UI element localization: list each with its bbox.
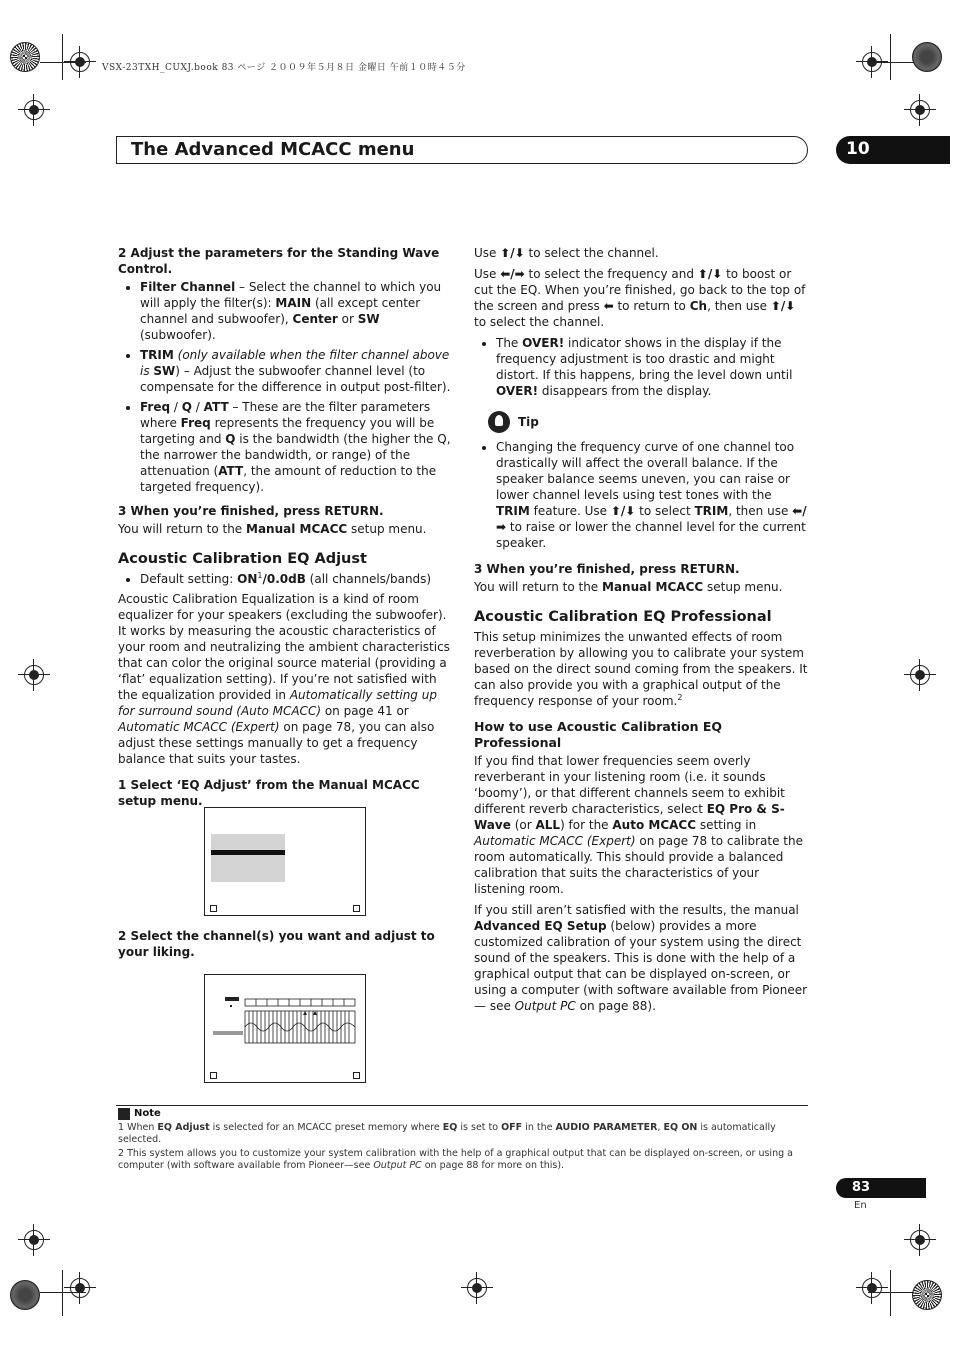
paragraph: This setup minimizes the unwanted effects of room reverberation by allowing you to calibrate your system based on the direct sound coming from the speakers. It can also provide you with a graphical output of the frequency response of your room.$^2$ — [474, 630, 808, 708]
page-number: 83 — [852, 1180, 871, 1195]
print-rosette-icon — [912, 1280, 942, 1310]
menu-list — [211, 834, 285, 882]
parameter-list — [118, 279, 452, 495]
menu-screen-illustration — [204, 807, 366, 916]
default-list — [118, 571, 452, 587]
menu-highlight — [211, 850, 285, 855]
print-rosette-icon — [10, 42, 40, 72]
note-heading: Note — [118, 1108, 808, 1120]
section-heading: Acoustic Calibration EQ Adjust — [118, 551, 367, 567]
step-heading: 1 Select ‘EQ Adjust’ from the Manual MCACC setup menu. — [118, 778, 420, 808]
tip-heading — [488, 411, 808, 433]
lightbulb-icon — [488, 411, 510, 433]
chapter-number: 10 — [846, 139, 870, 159]
registration-mark-icon — [910, 665, 930, 685]
language-label: En — [854, 1200, 867, 1211]
step-heading: 3 When you’re finished, press RETURN. — [118, 504, 384, 518]
print-header: VSX-23TXH_CUXJ.book 83 ページ ２００９年５月８日 金曜日 午前１０時４５分 — [102, 63, 466, 73]
tip-label: Tip — [518, 415, 539, 429]
registration-mark-icon — [24, 665, 44, 685]
subsection-heading: How to use Acoustic Calibration EQ Professional — [474, 719, 723, 750]
registration-mark-icon — [862, 1278, 882, 1298]
registration-mark-icon — [910, 1230, 930, 1250]
registration-mark-icon — [862, 52, 882, 72]
registration-mark-icon — [24, 100, 44, 120]
print-rosette-icon — [10, 1280, 40, 1310]
registration-mark-icon — [70, 1278, 90, 1298]
footnotes — [118, 1108, 808, 1174]
page-number-badge — [836, 1178, 926, 1198]
list-item: • Changing the frequency curve of one channel too drastically will affect the overall balance. If the speaker balance seems uneven, you can raise or lower channel levels using test tones with the TRIM feature. Use ⬆/⬇ to select TRIM, then use ⬅/➡ to raise or lower the channel level for the current speaker. — [496, 439, 808, 551]
step-heading: 2 Select the channel(s) you want and adjust to your liking. — [118, 929, 435, 959]
registration-mark-icon — [70, 52, 90, 72]
paragraph: If you still aren’t satisfied with the results, the manual Advanced EQ Setup (below) provides a more customized calibration of your system using the direct sound of the speakers. This is done with the help of a graphical output that can be displayed on-screen, or using a computer (with software available from Pioneer — see Output PC on page 88). — [474, 903, 808, 1013]
over-list — [474, 335, 808, 399]
note-divider — [116, 1105, 808, 1106]
screen-button-icon — [353, 905, 360, 912]
paragraph: If you find that lower frequencies seem overly reverberant in your listening room (i.e. it sounds ‘boomy’), or that different channels seem to exhibit different reverb characteristics, select EQ Pro & S-Wave (or ALL) for the Auto MCACC setting in Automatic MCACC (Expert) on page 78 to calibrate the room automatically. This should provide a balanced calibration that suits the characteristics of your listening room. — [474, 754, 803, 896]
footnote: 2 This system allows you to customize your system calibration with the help of a graphical output that can be displayed on-screen, or using a computer (with software available from Pioneer—see Output PC on page 88 for more on this). — [118, 1148, 793, 1171]
left-column-lower — [118, 928, 452, 962]
paragraph: Use ⬆/⬇ to select the channel. — [474, 246, 659, 260]
list-item: • The OVER! indicator shows in the display if the frequency adjustment is too drastic and might distort. If this happens, bring the level down until OVER! disappears from the display. — [496, 335, 808, 399]
crop-mark — [890, 1270, 891, 1316]
eq-screen-illustration — [204, 974, 366, 1083]
list-item: • Freq / Q / ATT – These are the filter parameters where Freq represents the frequency you will be targeting and Q is the bandwidth (the higher the Q, the narrower the bandwidth, or range) of the attenuation (ATT, the amount of reduction to the targeted frequency). — [140, 399, 452, 495]
step-heading: 3 When you’re finished, press RETURN. — [474, 562, 740, 576]
list-item: • Filter Channel – Select the channel to which you will apply the filter(s): MAIN (all except center channel and subwoofer), Center or SW (subwoofer). — [140, 279, 452, 343]
crop-mark — [62, 34, 63, 80]
page-title: The Advanced MCACC menu — [131, 139, 415, 160]
note-icon — [118, 1108, 130, 1120]
paragraph: You will return to the Manual MCACC setup menu. — [118, 522, 427, 536]
screen-button-icon — [210, 1072, 217, 1079]
print-rosette-icon — [912, 42, 942, 72]
list-item: • TRIM (only available when the filter channel above is SW) – Adjust the subwoofer channel level (to compensate for the difference in output post-filter). — [140, 347, 452, 395]
title-bar — [116, 136, 808, 164]
crop-mark — [890, 34, 891, 80]
registration-mark-icon — [910, 100, 930, 120]
registration-mark-icon — [24, 1230, 44, 1250]
paragraph: You will return to the Manual MCACC setup menu. — [474, 580, 783, 594]
section-heading: Acoustic Calibration EQ Professional — [474, 609, 772, 625]
paragraph: Acoustic Calibration Equalization is a kind of room equalizer for your speakers (excluding the subwoofer). It works by measuring the acoustic characteristics of your room and neutralizing the ambient characteristics that can color the original source material (providing a ‘flat’ equalization setting). If you’re not satisfied with the equalization provided in Automatically setting up for surround sound (Auto MCACC) on page 41 or Automatic MCACC (Expert) on page 78, you can also adjust these settings manually to get a frequency balance that suits your tastes. — [118, 592, 450, 766]
tip-list — [474, 439, 808, 551]
list-item: • Default setting: $ON^1/0.0dB$ (all channels/bands) — [140, 571, 452, 587]
screen-button-icon — [210, 905, 217, 912]
crop-mark — [62, 1270, 63, 1316]
paragraph: Use ⬅/➡ to select the frequency and ⬆/⬇ to boost or cut the EQ. When you’re finished, go back to the top of the screen and press ⬅ to return to Ch, then use ⬆/⬇ to select the channel. — [474, 267, 806, 329]
right-column — [474, 245, 808, 1019]
eq-graph-icon — [205, 975, 365, 1082]
registration-mark-icon — [467, 1278, 487, 1298]
step-heading: 2 Adjust the parameters for the Standing Wave Control. — [118, 246, 440, 276]
left-column — [118, 245, 452, 811]
footnote: 1 When EQ Adjust is selected for an MCACC preset memory where EQ is set to OFF in the AUDIO PARAMETER, EQ ON is automatically selected. — [118, 1122, 776, 1145]
chapter-badge — [836, 136, 950, 164]
screen-button-icon — [353, 1072, 360, 1079]
